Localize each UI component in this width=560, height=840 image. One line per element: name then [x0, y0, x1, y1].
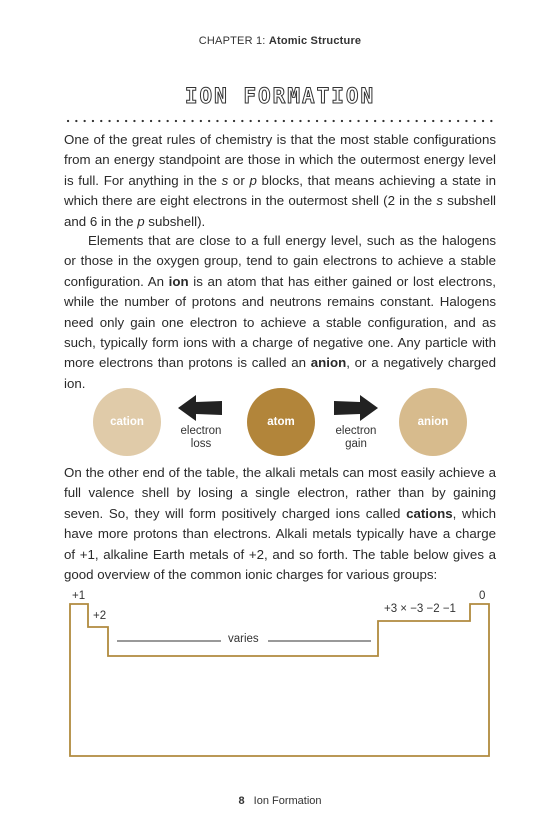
- paragraph-1: One of the great rules of chemistry is that the most stable configurations from an energy standpoint are those in which the outermost energy level is full. For anything in the s or p blocks, that means achieving a state in which there are eight electrons in the outermost shell (2 in the s subshell and 6 in the p subshell).: [64, 132, 496, 229]
- page-footer: [0, 795, 560, 807]
- electron-gain-label: electron gain: [335, 425, 377, 450]
- charge-zero: 0: [479, 590, 486, 602]
- atom-circle: atom: [247, 388, 315, 456]
- cation-circle: cation: [93, 388, 161, 456]
- electron-loss-label: electron loss: [180, 425, 222, 450]
- anion-circle: anion: [399, 388, 467, 456]
- varies-label: varies: [228, 633, 259, 645]
- term-ion: ion: [168, 273, 189, 289]
- term-cations: cations: [406, 505, 453, 521]
- chapter-number: CHAPTER 1:: [198, 35, 266, 47]
- footer-section: Ion Formation: [253, 795, 322, 807]
- charge-plus-one: +1: [72, 590, 86, 602]
- paragraph-2: Elements that are close to a full energy level, such as the halogens or those in the oxygen group, tend to gain electrons to achieve a stable configuration. An ion is an atom that has either gained or lost electrons, while the number of protons and neutrons remains constant. Halogens need only gain one electron to achieve a stable configuration, and as such, typically form ions with a charge of negative one. Any particle with more electrons than protons is called an anion, or a negatively charged ion.: [64, 233, 496, 391]
- page-title: ION FORMATION: [184, 84, 376, 108]
- page-number: 8: [238, 795, 245, 807]
- chapter-title: Atomic Structure: [268, 35, 362, 47]
- term-anion: anion: [310, 355, 347, 371]
- paragraph-3: On the other end of the table, the alkali metals can most easily achieve a full valence shell by losing a single electron, rather than by gaining seven. So, they will form positively charged ions called cations, which have more protons than electrons. Alkali metals typically have a charge of +1, alkaline Earth metals of +2, and so forth. The table below gives a good overview of the common ionic charges for various groups:: [64, 465, 496, 583]
- charge-plus-two: +2: [93, 610, 107, 622]
- charge-right-groups: +3 × −3 −2 −1: [384, 603, 456, 615]
